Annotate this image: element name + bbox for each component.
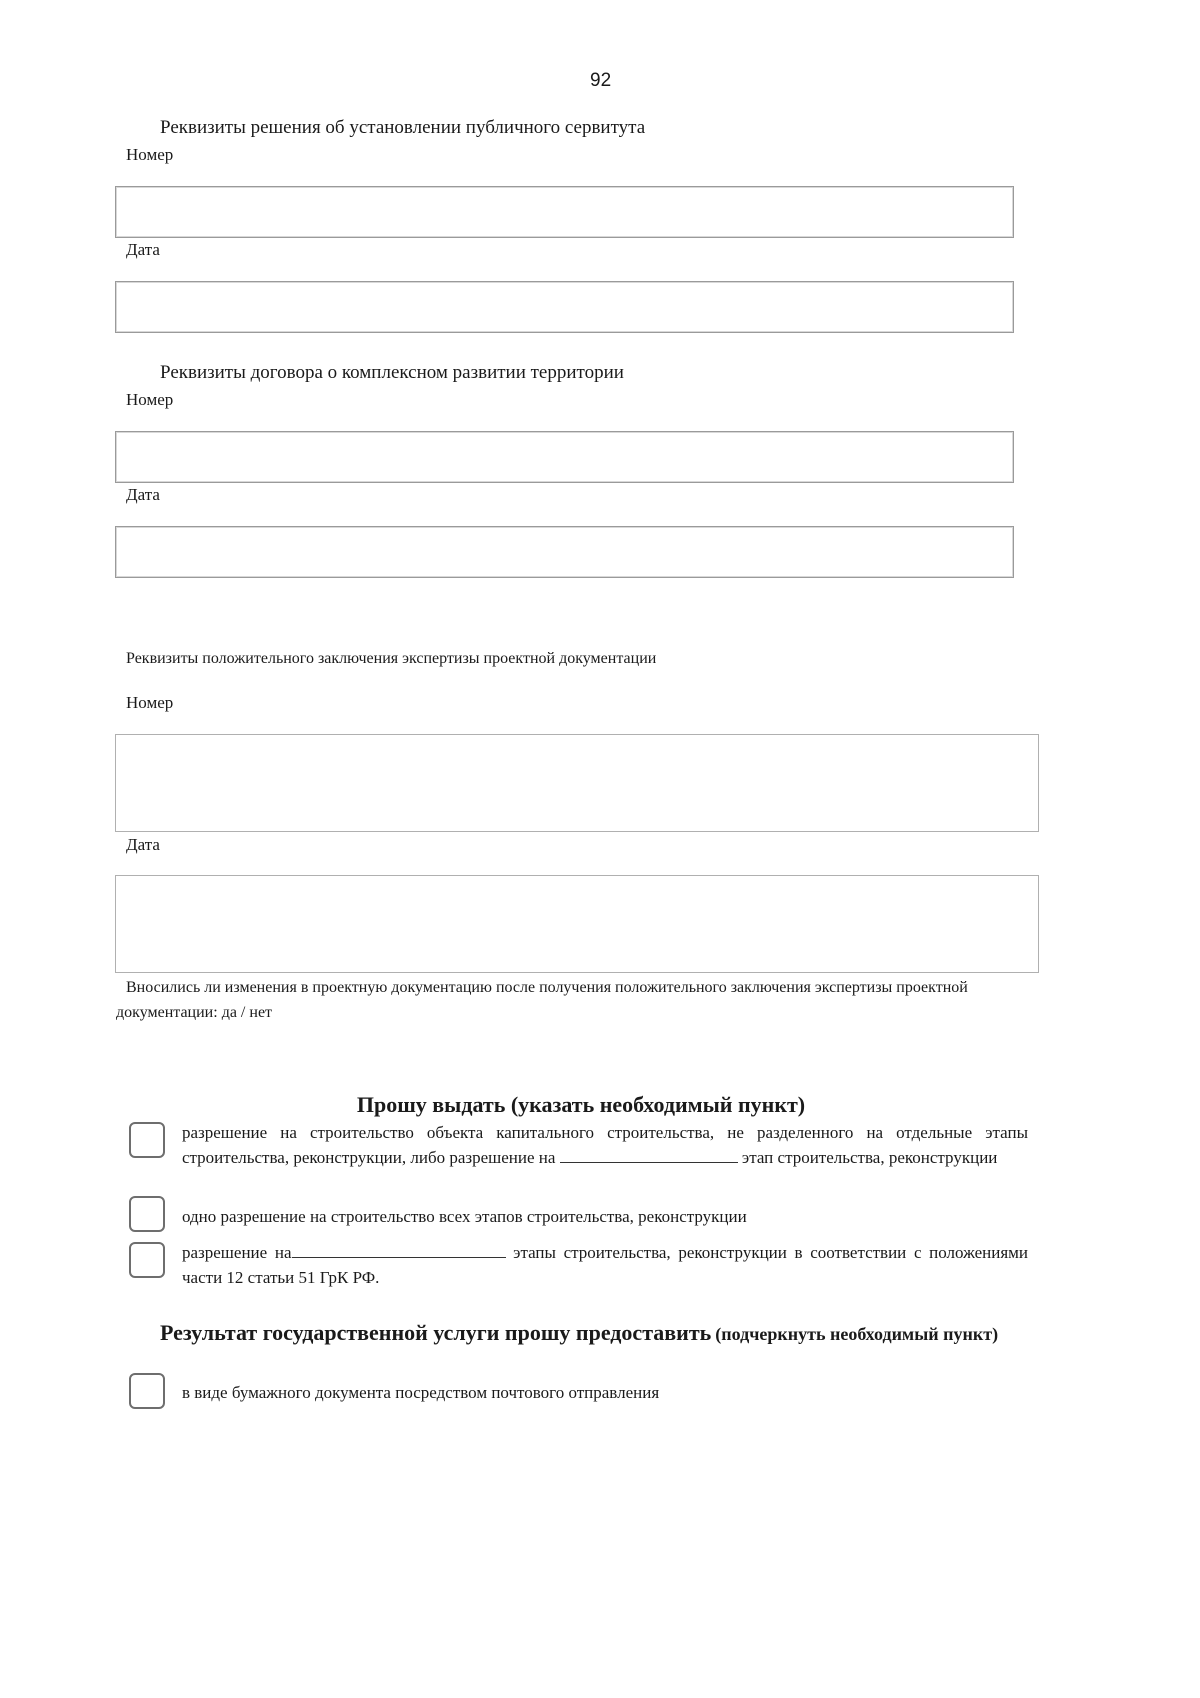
territory-heading: Реквизиты договора о комплексном развитии территории xyxy=(160,362,624,383)
result-option1-text: в виде бумажного документа посредством почтового отправления xyxy=(182,1383,660,1402)
servitude-heading: Реквизиты решения об установлении публичного сервитута xyxy=(160,117,646,138)
request-option3-checkbox[interactable] xyxy=(129,1242,165,1278)
expertise-date-label: Дата xyxy=(126,835,160,854)
expertise-changes-question: Вносились ли изменения в проектную документацию после получения положительного заключения экспертизы проектной документации: да / нет xyxy=(116,979,968,1021)
request-option3-text-b: этапы строительства, реконструкции в соответствии с положениями части 12 статьи 51 ГрК РФ. xyxy=(182,1243,1029,1287)
page-number: 92 xyxy=(590,70,612,91)
result-title-bold: Результат государственной услуги прошу предоставить xyxy=(160,1320,712,1345)
expertise-number-label: Номер xyxy=(126,693,174,712)
request-option3-text xyxy=(182,1240,1028,1290)
territory-date-field[interactable] xyxy=(115,526,1014,578)
servitude-date-field[interactable] xyxy=(115,281,1014,333)
request-option1-text-a: разрешение на строительство объекта капитального строительства, не разделенного на отдельные этапы строительства, реконструкции, либо разрешение на xyxy=(182,1123,1028,1167)
request-option1-text xyxy=(182,1120,1028,1170)
request-option1-checkbox[interactable] xyxy=(129,1122,165,1158)
request-option2-text: одно разрешение на строительство всех этапов строительства, реконструкции xyxy=(182,1207,747,1226)
request-option3-text-a: разрешение на xyxy=(182,1243,292,1262)
expertise-heading: Реквизиты положительного заключения экспертизы проектной документации xyxy=(126,650,657,667)
territory-date-label: Дата xyxy=(126,485,160,504)
result-title xyxy=(160,1320,998,1346)
request-title: Прошу выдать (указать необходимый пункт) xyxy=(356,1092,806,1117)
servitude-date-label: Дата xyxy=(126,240,160,259)
request-option1-text-b: этап строительства, реконструкции xyxy=(741,1148,998,1167)
request-option3-blank[interactable] xyxy=(292,1241,506,1258)
servitude-number-label: Номер xyxy=(126,145,174,164)
result-title-note: (подчеркнуть необходимый пункт) xyxy=(715,1324,999,1344)
territory-number-label: Номер xyxy=(126,390,174,409)
request-option2-checkbox[interactable] xyxy=(129,1196,165,1232)
territory-number-field[interactable] xyxy=(115,431,1014,483)
expertise-date-field[interactable] xyxy=(115,875,1039,973)
expertise-number-field[interactable] xyxy=(115,734,1039,832)
request-option1-blank[interactable] xyxy=(560,1146,738,1163)
servitude-number-field[interactable] xyxy=(115,186,1014,238)
result-option1-checkbox[interactable] xyxy=(129,1373,165,1409)
